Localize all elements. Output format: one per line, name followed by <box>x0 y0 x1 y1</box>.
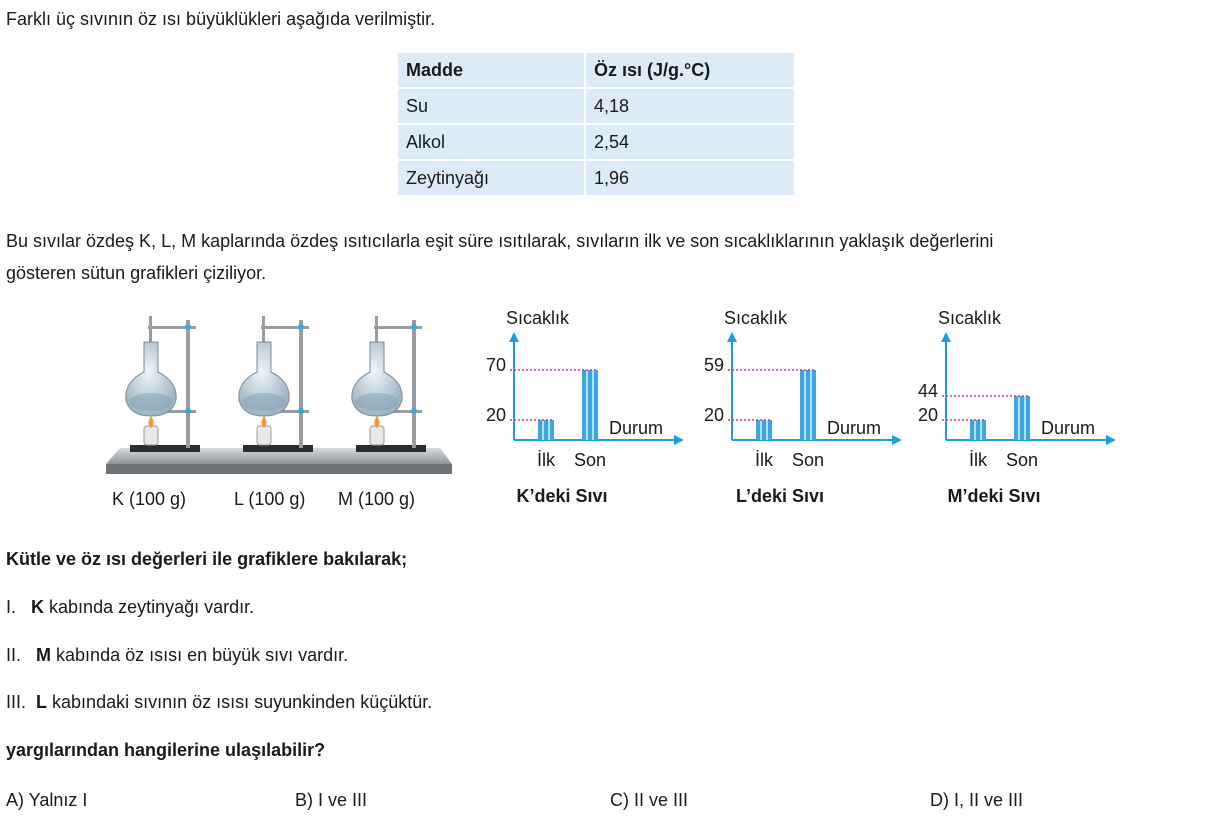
table-row <box>398 89 794 125</box>
bar-stripe <box>974 420 976 440</box>
statement-key: L <box>36 692 48 712</box>
table-row <box>398 161 794 197</box>
statement-number: III. <box>6 692 27 712</box>
x-tick-label: Son <box>791 450 825 470</box>
x-axis-arrow-icon <box>674 435 684 445</box>
x-tick-label: İlk <box>537 450 555 470</box>
table-header-row <box>398 53 794 89</box>
statement-number: I. <box>6 597 17 617</box>
y-tick-label: 59 <box>703 355 724 375</box>
chart-l <box>690 300 900 515</box>
flask-stand-icon <box>126 316 200 452</box>
table-row <box>398 125 794 161</box>
table-header-substance: Madde <box>398 53 586 89</box>
question-intro: Kütle ve öz ısı değerleri ile grafiklere bakılarak; <box>6 549 408 569</box>
statement-text: kabında zeytinyağı vardır. <box>44 597 255 617</box>
y-tick-label: 70 <box>485 355 506 375</box>
y-tick-label: 20 <box>917 405 938 425</box>
y-tick-label: 20 <box>703 405 724 425</box>
answer-option-d[interactable]: D) I, II ve III <box>930 790 1024 810</box>
x-axis-label: Durum <box>1041 418 1096 438</box>
x-axis-label: Durum <box>827 418 882 438</box>
paragraph-line-1: Bu sıvılar özdeş K, L, M kaplarında özdeş ısıtıcılarla eşit süre ısıtılarak, sıvıların ilk ve son sıcaklıklarının yaklaşık değerlerini <box>6 231 994 251</box>
answer-option-c[interactable]: C) II ve III <box>610 790 689 810</box>
question-text: yargılarından hangilerine ulaşılabilir? <box>6 740 326 760</box>
y-axis-label: Sıcaklık <box>938 308 1002 328</box>
heating-apparatus-illustration <box>100 310 460 485</box>
table-cell: Su <box>398 89 586 125</box>
x-tick-label: Son <box>1005 450 1039 470</box>
answer-option-a[interactable]: A) Yalnız I <box>6 790 88 810</box>
x-axis-label: Durum <box>609 418 664 438</box>
bar-son <box>1014 396 1030 440</box>
x-tick-label: İlk <box>969 450 987 470</box>
apparatus-label-k: K (100 g) <box>112 489 187 509</box>
y-axis-arrow-icon <box>941 332 951 342</box>
statement-1 <box>6 596 254 618</box>
bar-stripe <box>760 420 762 440</box>
chart-title: L’deki Sıvı <box>735 486 825 506</box>
table-cell: 4,18 <box>586 89 794 125</box>
bar-stripe <box>592 370 594 440</box>
bar-stripe <box>804 370 806 440</box>
y-tick-label: 44 <box>917 381 938 401</box>
statement-key: K <box>31 597 45 617</box>
statement-2 <box>6 644 348 666</box>
paragraph-line-2: gösteren sütun grafikleri çiziliyor. <box>6 263 267 283</box>
table-cell: 1,96 <box>586 161 794 197</box>
y-axis-arrow-icon <box>509 332 519 342</box>
apparatus-label-l: L (100 g) <box>234 489 306 509</box>
bar-stripe <box>810 370 812 440</box>
bar-son <box>800 370 816 440</box>
statement-number: II. <box>6 645 22 665</box>
chart-m <box>904 300 1114 515</box>
bar-stripe <box>1024 396 1026 440</box>
flask-stand-icon <box>239 316 313 452</box>
statement-key: M <box>36 645 52 665</box>
statement-text: kabındaki sıvının öz ısısı suyunkinden küçüktür. <box>47 692 433 712</box>
statement-3 <box>6 691 432 713</box>
bar-stripe <box>542 420 544 440</box>
specific-heat-table <box>398 53 794 197</box>
bar-stripe <box>980 420 982 440</box>
y-axis-label: Sıcaklık <box>724 308 788 328</box>
x-tick-label: İlk <box>755 450 773 470</box>
table-cell: Zeytinyağı <box>398 161 586 197</box>
flask-stand-icon <box>352 316 426 452</box>
x-axis-arrow-icon <box>892 435 902 445</box>
x-axis-arrow-icon <box>1106 435 1116 445</box>
table-header-specific-heat: Öz ısı (J/g.°C) <box>586 53 794 89</box>
statement-text: kabında öz ısısı en büyük sıvı vardır. <box>51 645 349 665</box>
chart-k <box>472 300 682 515</box>
bar-i̇lk <box>538 420 554 440</box>
table-cell: Alkol <box>398 125 586 161</box>
answer-option-b[interactable]: B) I ve III <box>295 790 368 810</box>
bar-stripe <box>766 420 768 440</box>
y-axis-arrow-icon <box>727 332 737 342</box>
chart-title: K’deki Sıvı <box>516 486 608 506</box>
chart-title: M’deki Sıvı <box>947 486 1041 506</box>
y-tick-label: 20 <box>485 405 506 425</box>
bar-stripe <box>548 420 550 440</box>
bar-i̇lk <box>970 420 986 440</box>
table-cell: 2,54 <box>586 125 794 161</box>
bar-stripe <box>586 370 588 440</box>
apparatus-label-m: M (100 g) <box>338 489 416 509</box>
intro-text: Farklı üç sıvının öz ısı büyüklükleri aşağıda verilmiştir. <box>6 9 436 29</box>
y-axis-label: Sıcaklık <box>506 308 570 328</box>
bar-stripe <box>1018 396 1020 440</box>
bar-i̇lk <box>756 420 772 440</box>
bar-son <box>582 370 598 440</box>
x-tick-label: Son <box>573 450 607 470</box>
